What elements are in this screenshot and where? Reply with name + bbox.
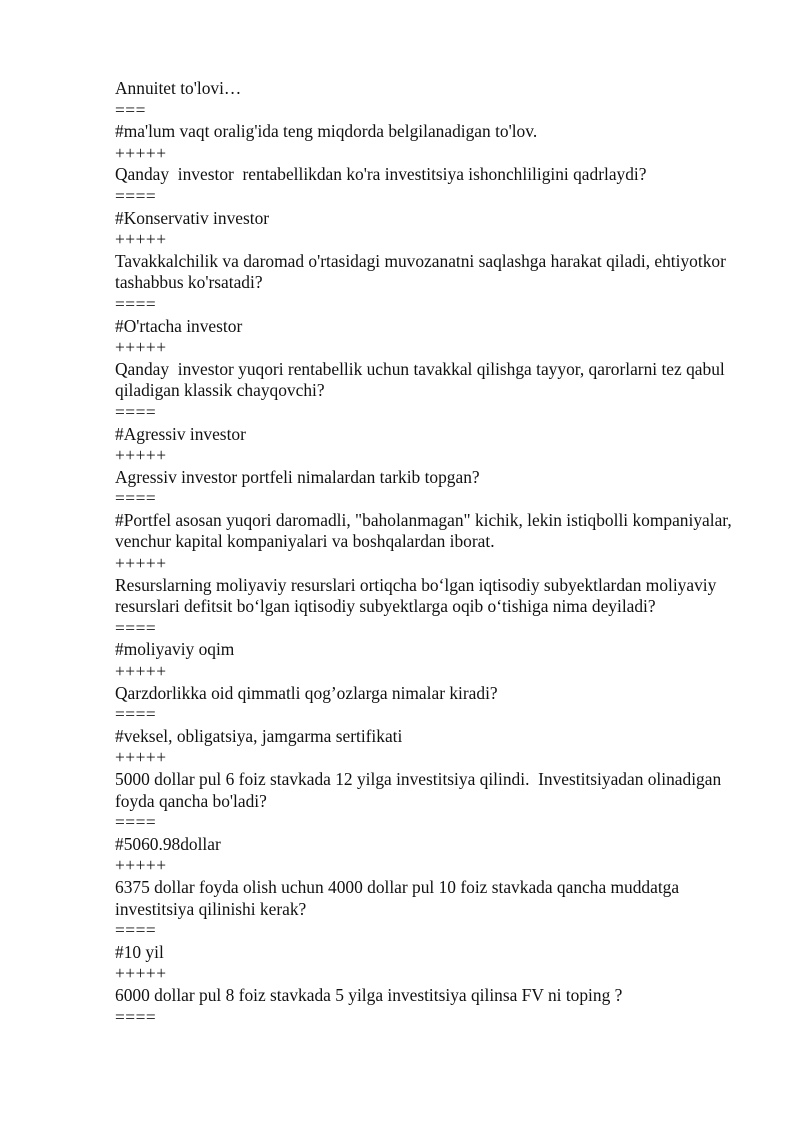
separator-line: ==== — [115, 401, 157, 422]
separator-line: ==== — [115, 1006, 157, 1027]
separator-line: ==== — [115, 920, 157, 941]
answer-text: #Portfel asosan yuqori daromadli, "baholanmagan" kichik, lekin istiqbolli kompaniyalar, venchur kapital kompaniyalari va boshqalardan iborat. — [115, 509, 737, 552]
separator-line: +++++ — [115, 855, 167, 876]
separator-line: +++++ — [115, 142, 167, 163]
answer-text: #Agressiv investor — [115, 423, 246, 444]
separator-line: +++++ — [115, 747, 167, 768]
separator-line: ==== — [115, 617, 157, 638]
separator-line: +++++ — [115, 229, 167, 250]
question-text: 5000 dollar pul 6 foiz stavkada 12 yilga investitsiya qilindi. Investitsiyadan olinadigan foyda qancha bo'ladi? — [115, 769, 726, 811]
separator-line: +++++ — [115, 963, 167, 984]
question-text: Agressiv investor portfeli nimalardan tarkib topgan? — [115, 466, 480, 487]
separator-line: ==== — [115, 488, 157, 509]
question-text: 6000 dollar pul 8 foiz stavkada 5 yilga investitsiya qilinsa FV ni toping ? — [115, 984, 623, 1005]
answer-text: #10 yil — [115, 941, 164, 962]
quiz-text-block — [115, 78, 745, 1028]
question-text: Qarzdorlikka oid qimmatli qog’ozlarga nimalar kiradi? — [115, 682, 498, 703]
answer-text: #moliyaviy oqim — [115, 639, 235, 660]
question-text: Tavakkalchilik va daromad o'rtasidagi muvozanatni saqlashga harakat qiladi, ehtiyotkor tashabbus ko'rsatadi? — [115, 250, 731, 293]
answer-text: #veksel, obligatsiya, jamgarma sertifikati — [115, 725, 403, 746]
question-text: Annuitet to'lovi… — [115, 78, 242, 98]
answer-text: #Konservativ investor — [115, 207, 270, 228]
answer-text: #ma'lum vaqt oralig'ida teng miqdorda belgilanadigan to'lov. — [115, 121, 538, 142]
separator-line: +++++ — [115, 445, 167, 466]
question-text: 6375 dollar foyda olish uchun 4000 dollar pul 10 foiz stavkada qancha muddatga investitsiya qilinishi kerak? — [115, 876, 684, 919]
question-text: Qanday investor rentabellikdan ko'ra investitsiya ishonchliligini qadrlaydi? — [115, 164, 647, 185]
question-text: Resurslarning moliyaviy resurslari ortiqcha bo‘lgan iqtisodiy subyektlardan moliyaviy resurslari defitsit bo‘lgan iqtisodiy subyektlarga oqib o‘tishiga nima deyiladi? — [115, 574, 721, 617]
separator-line: +++++ — [115, 337, 167, 358]
separator-line: +++++ — [115, 553, 167, 574]
answer-text: #5060.98dollar — [115, 833, 221, 854]
separator-line: ==== — [115, 293, 157, 314]
separator-line: +++++ — [115, 661, 167, 682]
separator-line: ==== — [115, 704, 157, 725]
separator-line: ==== — [115, 185, 157, 206]
answer-text: #O'rtacha investor — [115, 315, 243, 336]
question-text: Qanday investor yuqori rentabellik uchun tavakkal qilishga tayyor, qarorlarni tez qabul qiladigan klassik chayqovchi? — [115, 358, 730, 401]
separator-line: === — [115, 99, 146, 120]
separator-line: ==== — [115, 812, 157, 833]
